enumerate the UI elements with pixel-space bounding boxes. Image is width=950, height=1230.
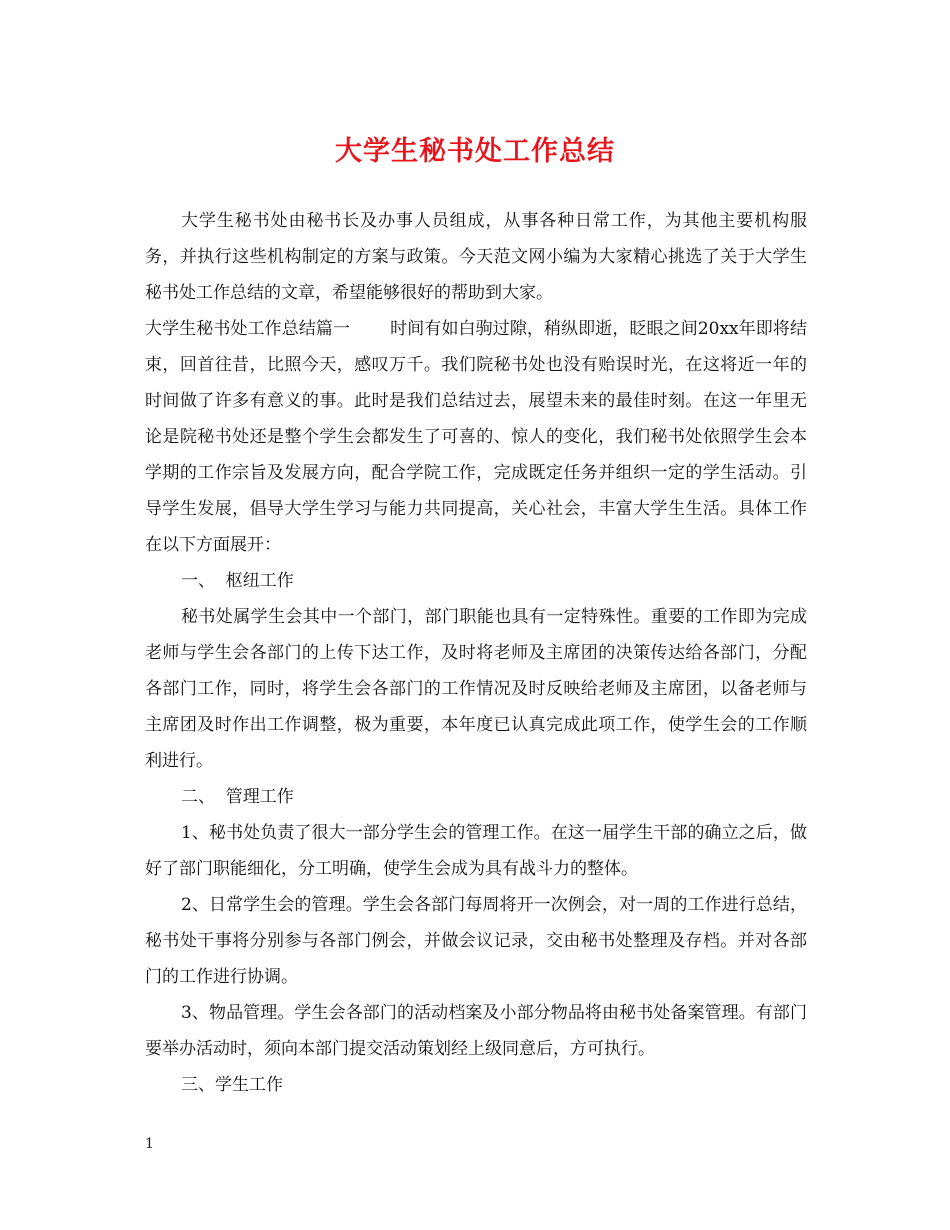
section-2-item-1: 1、秘书处负责了很大一部分学生会的管理工作。在这一届学生干部的确立之后，做好了部门职能细化，分工明确，使学生会成为具有战斗力的整体。 (145, 823, 807, 879)
article-opening-text: 时间有如白驹过隙，稍纵即逝，眨眼之间20xx年即将结束，回首往昔，比照今天，感叹万千。我们院秘书处也没有贻误时光，在这将近一年的时间做了许多有意义的事。此时是我们总结过去，展望未来的最佳时刻。在这一年里无论是院秘书处还是整个学生会都发生了可喜的、惊人的变化，我们秘书处依照学生会本学期的工作宗旨及发展方向，配合学院工作，完成既定任务并组织一定的学生活动。引导学生发展，倡导大学生学习与能力共同提高，关心社会，丰富大学生生活。具体工作在以下方面展开： (145, 319, 807, 555)
section-2-item-3: 3、物品管理。学生会各部门的活动档案及小部分物品将由秘书处备案管理。有部门要举办活动时，须向本部门提交活动策划经上级同意后，方可执行。 (145, 1003, 807, 1059)
document-body (145, 203, 807, 1103)
section-2-item-2: 2、日常学生会的管理。学生会各部门每周将开一次例会，对一周的工作进行总结，秘书处干事将分别参与各部门例会，并做会议记录，交由秘书处整理及存档。并对各部门的工作进行协调。 (145, 895, 807, 987)
page-number: 1 (145, 1136, 154, 1152)
section-1-paragraph: 秘书处属学生会其中一个部门，部门职能也具有一定特殊性。重要的工作即为完成老师与学生会各部门的上传下达工作，及时将老师及主席团的决策传达给各部门，分配各部门工作，同时，将学生会各部门的工作情况及时反映给老师及主席团，以备老师与主席团及时作出工作调整，极为重要，本年度已认真完成此项工作，使学生会的工作顺利进行。 (145, 607, 807, 771)
section-heading-1: 一、 枢纽工作 (181, 571, 294, 591)
document-title: 大学生秘书处工作总结 (335, 136, 615, 167)
intro-paragraph: 大学生秘书处由秘书长及办事人员组成，从事各种日常工作，为其他主要机构服务，并执行这些机构制定的方案与政策。今天范文网小编为大家精心挑选了关于大学生秘书处工作总结的文章，希望能够很好的帮助到大家。 (145, 211, 807, 303)
article-label: 大学生秘书处工作总结篇一 (145, 319, 351, 339)
section-heading-2: 二、 管理工作 (181, 787, 294, 807)
section-heading-3: 三、学生工作 (181, 1075, 283, 1095)
article-opening-paragraph (145, 311, 807, 563)
